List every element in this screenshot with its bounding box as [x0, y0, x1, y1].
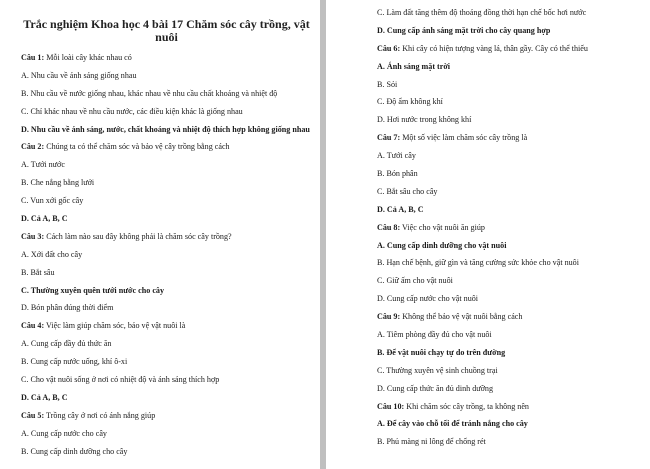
question-text: Việc làm giúp chăm sóc, bảo vệ vật nuôi là [44, 321, 186, 331]
question-text: Chúng ta có thể chăm sóc và bảo vệ cây trồng bằng cách [44, 142, 230, 152]
answer-option: A. Xới đất cho cây [21, 249, 83, 259]
correct-answer-option: C. Thường xuyên quên tưới nước cho cây [21, 285, 165, 295]
question-text: Trồng cây ở nơi có ánh nắng giúp [44, 410, 156, 420]
answer-option: B. Bón phân [377, 169, 418, 179]
answer-option: C. Cho vật nuôi sống ở nơi có nhiệt độ và ánh sáng thích hợp [21, 375, 220, 385]
correct-answer-option: A. Để cây vào chỗ tối để tránh nắng cho cây [377, 419, 528, 429]
answer-option: A. Cung cấp đầy đủ thức ăn [21, 339, 112, 349]
answer-option: B. Bắt sâu [21, 267, 55, 277]
answer-option: B. Sỏi [377, 79, 398, 89]
question-number: Câu 6: [377, 43, 401, 53]
question-text: Mỗi loài cây khác nhau có [44, 53, 132, 62]
question-number: Câu 10: [377, 401, 405, 411]
answer-option: B. Hạn chế bệnh, giữ gìn và tăng cường sức khỏe cho vật nuôi [377, 258, 579, 268]
question-number: Câu 8: [377, 222, 401, 232]
answer-option: A. Tưới cây [377, 151, 416, 161]
question-number: Câu 5: [21, 410, 45, 420]
question-text: Một số việc làm chăm sóc cây trồng là [400, 133, 528, 143]
question-line [21, 321, 312, 331]
correct-answer-option: B. Để vật nuôi chạy tự do trên đường [377, 347, 506, 357]
correct-answer-option: D. Cả A, B, C [21, 214, 68, 224]
correct-answer-option: D. Cả A, B, C [21, 392, 68, 402]
question-line [377, 402, 640, 412]
question-line [377, 312, 640, 322]
question-number: Câu 3: [21, 231, 45, 241]
answer-option: D. Bón phân đúng thời điểm [21, 303, 114, 313]
question-text: Việc cho vật nuôi ăn giúp [400, 222, 485, 232]
document-page-right [326, 0, 650, 469]
question-line [21, 411, 312, 421]
question-text: Khi chăm sóc cây trồng, ta không nên [404, 401, 529, 411]
question-number: Câu 7: [377, 133, 401, 143]
document-title: Trắc nghiệm Khoa học 4 bài 17 Chăm sóc cây trồng, vật nuôi [23, 17, 310, 44]
question-line [377, 133, 640, 143]
answer-option: A. Cung cấp nước cho cây [21, 428, 107, 438]
correct-answer-option: A. Ánh sáng mặt trời [377, 61, 451, 71]
answer-option: C. Bắt sâu cho cây [377, 186, 438, 196]
answer-option: A. Tưới nước [21, 160, 65, 170]
answer-option: A. Tiêm phòng đầy đủ cho vật nuôi [377, 330, 492, 340]
answer-option: D. Cung cấp thức ăn đủ dinh dưỡng [377, 383, 494, 393]
correct-answer-option: A. Cung cấp dinh dưỡng cho vật nuôi [377, 240, 507, 250]
answer-option: B. Cung cấp dinh dưỡng cho cây [21, 446, 128, 456]
answer-option: B. Cung cấp nước uống, khí ô-xi [21, 357, 128, 367]
answer-option: C. Độ ẩm không khí [377, 97, 443, 107]
answer-option: B. Phủ màng ni lông để chống rét [377, 437, 486, 447]
question-line [377, 44, 640, 54]
question-line [21, 232, 312, 242]
document-page-left [0, 0, 320, 469]
right-content [377, 8, 640, 447]
correct-answer-option: D. Cung cấp ánh sáng mặt trời cho cây quang hợp [377, 25, 551, 35]
answer-option: D. Hơi nước trong không khí [377, 115, 472, 125]
answer-option: C. Vun xới gốc cây [21, 196, 84, 206]
question-number: Câu 4: [21, 321, 45, 331]
left-content [21, 53, 312, 457]
correct-answer-option: D. Nhu cầu về ánh sáng, nước, chất khoáng và nhiệt độ thích hợp không giống nhau [21, 124, 310, 134]
question-text: Không thể bảo vệ vật nuôi bằng cách [400, 312, 523, 322]
question-number: Câu 9: [377, 312, 401, 322]
question-text: Khi cây có hiện tượng vàng lá, thân gầy. Cây có thể thiếu [400, 43, 588, 53]
answer-option: C. Chỉ khác nhau về nhu cầu nước, các điều kiện khác là giống nhau [21, 106, 243, 116]
answer-option: D. Cung cấp nước cho vật nuôi [377, 294, 479, 304]
answer-option: B. Che nắng bằng lưới [21, 178, 95, 188]
answer-option: C. Giữ ấm cho vật nuôi [377, 276, 453, 286]
answer-option: C. Làm đất tăng thêm độ thoáng đồng thời hạn chế bốc hơi nước [377, 8, 587, 17]
question-number: Câu 1: [21, 53, 45, 62]
answer-option: A. Nhu cầu về ánh sáng giống nhau [21, 70, 137, 80]
question-line [21, 53, 312, 63]
question-text: Cách làm nào sau đây không phải là chăm sóc cây trồng? [44, 231, 232, 241]
answer-option: B. Nhu cầu về nước giống nhau, khác nhau về nhu cầu chất khoáng và nhiệt độ [21, 88, 278, 98]
question-number: Câu 2: [21, 142, 45, 152]
question-line [21, 142, 312, 152]
answer-option: C. Thường xuyên vệ sinh chuồng trại [377, 365, 498, 375]
question-line [377, 223, 640, 233]
correct-answer-option: D. Cả A, B, C [377, 204, 424, 214]
